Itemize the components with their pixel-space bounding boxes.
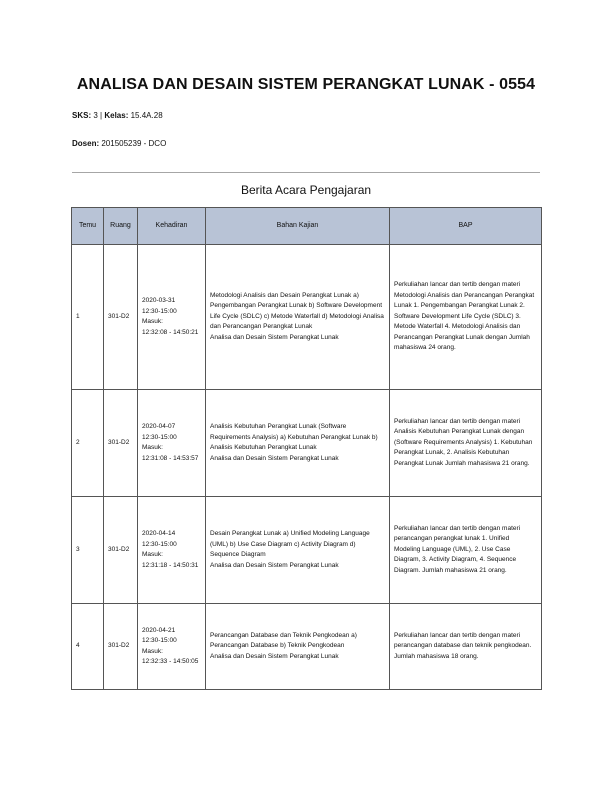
sks-label: SKS: bbox=[72, 111, 92, 120]
kehadiran-time: 12:30-15:00 bbox=[142, 307, 177, 315]
cell-ruang: 301-D2 bbox=[104, 245, 138, 390]
bahan-kajian-text: Metodologi Analisis dan Desain Perangkat Lunak a) Pengembangan Perangkat Lunak b) Software Development Life Cycle (SDLC) c) Metode Waterfall d) Metodologi Analisa dan Perancangan Perangkat Lunak bbox=[210, 291, 384, 331]
meta-separator: | bbox=[100, 111, 103, 120]
kelas-value: 15.4A.28 bbox=[130, 111, 163, 120]
cell-kehadiran bbox=[138, 390, 206, 497]
kehadiran-date: 2020-04-07 bbox=[142, 423, 176, 430]
cell-bap: Perkuliahan lancar dan tertib dengan materi perancangan database dan teknik pengkodean. Jumlah mahasiswa 18 orang. bbox=[390, 604, 542, 690]
bahan-kajian-text: Desain Perangkat Lunak a) Unified Modeling Language (UML) b) Use Case Diagram c) Activity Diagram d) Sequence Diagram bbox=[210, 530, 370, 558]
course-meta-dosen bbox=[72, 139, 166, 148]
mata-kuliah-text: Analisa dan Desain Sistem Perangkat Lunak bbox=[210, 652, 339, 660]
kehadiran-time: 12:30-15:00 bbox=[142, 433, 177, 441]
bahan-kajian-text: Analisis Kebutuhan Perangkat Lunak (Software Requirements Analysis) a) Kebutuhan Perangkat Lunak b) Analisis Kebutuhan Perangkat Lunak bbox=[210, 423, 378, 451]
course-meta-sks-kelas bbox=[72, 111, 163, 120]
kehadiran-date: 2020-04-21 bbox=[142, 626, 176, 634]
table-row bbox=[72, 497, 542, 604]
cell-ruang: 301-D2 bbox=[104, 497, 138, 604]
kehadiran-masuk-label: Masuk: bbox=[142, 318, 163, 325]
kehadiran-date: 2020-04-14 bbox=[142, 530, 176, 537]
kehadiran-masuk-value: 12:31:18 - 14:50:31 bbox=[142, 561, 199, 569]
bahan-kajian-text: Perancangan Database dan Teknik Pengkodean a) Perancangan Database b) Teknik Pengkodean bbox=[210, 631, 357, 650]
table-row bbox=[72, 390, 542, 497]
cell-ruang: 301-D2 bbox=[104, 604, 138, 690]
cell-bahan-kajian bbox=[206, 390, 390, 497]
cell-kehadiran bbox=[138, 604, 206, 690]
kelas-label: Kelas: bbox=[104, 111, 129, 120]
table-row bbox=[72, 245, 542, 390]
berita-acara-table bbox=[71, 207, 542, 690]
kehadiran-masuk-label: Masuk: bbox=[142, 647, 163, 655]
mata-kuliah-text: Analisa dan Desain Sistem Perangkat Lunak bbox=[210, 333, 339, 341]
cell-bap: Perkuliahan lancar dan tertib dengan materi Metodologi Analisis dan Perancangan Perangkat Lunak 1. Pengembangan Perangkat Lunak 2. Software Development Life Cycle (SDLC) 3. Metode Waterfall 4. Metodologi Analisis dan Perancangan Perangkat Lunak dengan Jumlah mahasiswa 24 orang. bbox=[390, 245, 542, 390]
kehadiran-masuk-value: 12:31:08 - 14:53:57 bbox=[142, 454, 199, 462]
kehadiran-time: 12:30-15:00 bbox=[142, 540, 177, 548]
table-row bbox=[72, 604, 542, 690]
cell-bahan-kajian bbox=[206, 245, 390, 390]
cell-bahan-kajian bbox=[206, 604, 390, 690]
mata-kuliah-text: Analisa dan Desain Sistem Perangkat Lunak bbox=[210, 561, 339, 569]
header-temu: Temu bbox=[72, 208, 104, 245]
kehadiran-masuk-label: Masuk: bbox=[142, 551, 163, 558]
header-bap: BAP bbox=[390, 208, 542, 245]
horizontal-divider bbox=[72, 172, 540, 173]
kehadiran-time: 12:30-15:00 bbox=[142, 637, 177, 644]
header-ruang: Ruang bbox=[104, 208, 138, 245]
kehadiran-masuk-value: 12:32:08 - 14:50:21 bbox=[142, 328, 199, 336]
kehadiran-masuk-value: 12:32:33 - 14:50:05 bbox=[142, 658, 199, 665]
cell-bap: Perkuliahan lancar dan tertib dengan materi perancangan perangkat lunak 1. Unified Modeling Language (UML), 2. Use Case Diagram, 3. Activity Diagram, 4. Sequence Diagram. Jumlah mahasiswa 21 orang. bbox=[390, 497, 542, 604]
section-title: Berita Acara Pengajaran bbox=[240, 183, 372, 197]
cell-temu: 1 bbox=[72, 245, 104, 390]
cell-kehadiran bbox=[138, 497, 206, 604]
cell-temu: 2 bbox=[72, 390, 104, 497]
cell-temu: 3 bbox=[72, 497, 104, 604]
header-bahan-kajian: Bahan Kajian bbox=[206, 208, 390, 245]
cell-bahan-kajian bbox=[206, 497, 390, 604]
cell-temu: 4 bbox=[72, 604, 104, 690]
mata-kuliah-text: Analisa dan Desain Sistem Perangkat Lunak bbox=[210, 454, 339, 462]
page-title: ANALISA DAN DESAIN SISTEM PERANGKAT LUNAK - 0554 bbox=[76, 76, 536, 93]
header-kehadiran: Kehadiran bbox=[138, 208, 206, 245]
kehadiran-masuk-label: Masuk: bbox=[142, 444, 163, 451]
dosen-value: 201505239 - DCO bbox=[101, 139, 167, 148]
sks-value: 3 bbox=[93, 111, 98, 120]
cell-bap: Perkuliahan lancar dan tertib dengan materi Analisis Kebutuhan Perangkat Lunak dengan (Software Requirements Analysis) 1. Kebutuhan Perangkat Lunak, 2. Analisis Kebutuhan Perangkat Lunak Jumlah mahasiswa 21 orang. bbox=[390, 390, 542, 497]
cell-kehadiran bbox=[138, 245, 206, 390]
table-header-row bbox=[72, 208, 542, 245]
dosen-label: Dosen: bbox=[72, 139, 100, 148]
cell-ruang: 301-D2 bbox=[104, 390, 138, 497]
kehadiran-date: 2020-03-31 bbox=[142, 297, 176, 304]
